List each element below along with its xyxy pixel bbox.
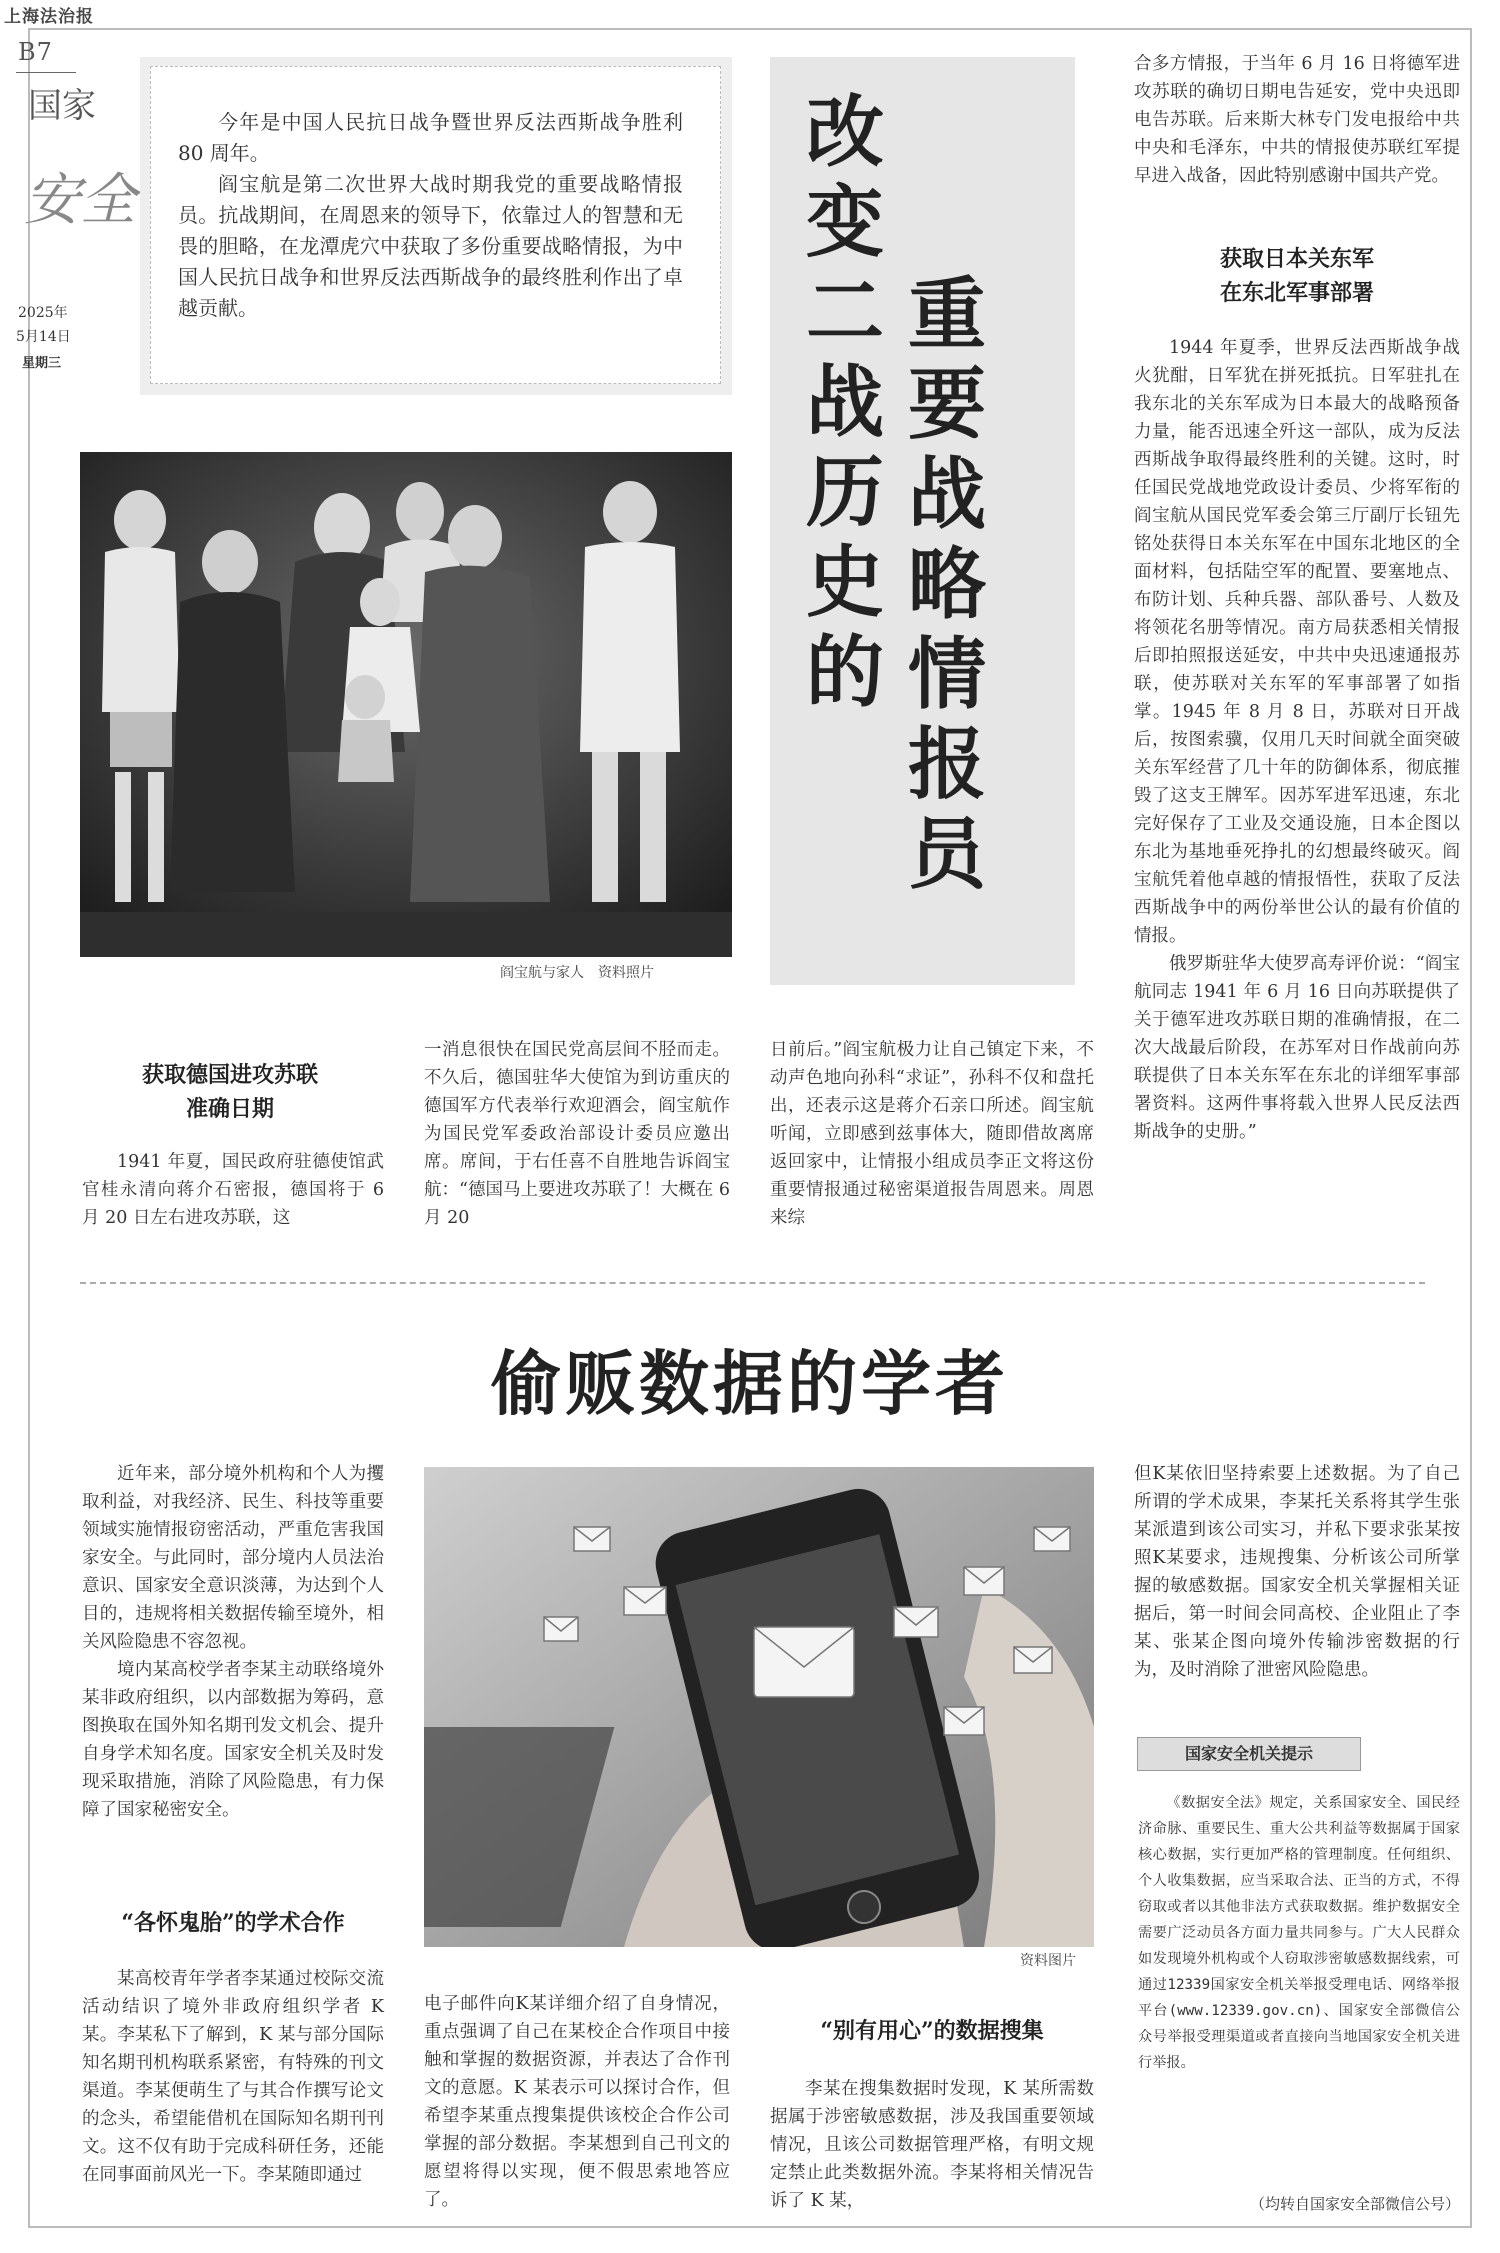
phone-email-photo [424, 1467, 1094, 1947]
body-paragraph: 日前后。”阎宝航极力让自己镇定下来，不动声色地向孙科“求证”，孙科不仅和盘托出，还表示这是蒋介石亲口所述。阎宝航听闻，立即感到兹事体大，随即借故离席返回家中，让情报小组成员李正文将这份重要情报通过秘密渠道报告周恩来。周恩来综 [770, 1040, 1094, 1228]
intro-text [178, 107, 683, 324]
headline-col-2: 重要战略情报员 [907, 269, 986, 900]
subheading-line: 在东北军事部署 [1219, 280, 1374, 306]
photo-caption: 资料图片 [1020, 1953, 1076, 1969]
subheading: “别有用心”的数据搜集 [820, 2018, 1044, 2044]
subheading: “各怀鬼胎”的学术合作 [121, 1910, 345, 1936]
body-column [424, 1990, 730, 2214]
subheading [110, 1058, 350, 1126]
body-paragraph: 某高校青年学者李某通过校际交流活动结识了境外非政府组织学者 K 某。李某私下了解到，K 某与部分国际知名期刊机构联系紧密，有特殊的刊文渠道。李某便萌生了与其合作撰写论文的念头，希望能借机在国际知名期刊刊文。这不仅有助于完成科研任务，还能在同事面前风光一下。李某随即通过 [82, 1969, 384, 2185]
tips-paragraph: 《数据安全法》规定，关系国家安全、国民经济命脉、重要民生、重大公共利益等数据属于国家核心数据，实行更加严格的管理制度。任何组织、个人收集数据，应当采取合法、正当的方式，不得窃取或者以其他非法方式获取数据。维护数据安全需要广泛动员各方面力量共同参与。广大人民群众如发现境外机构或个人窃取涉密敏感数据线索，可通过12339国家安全机关举报受理电话、网络举报平台(www.12339.gov.cn)、国家安全部微信公众号举报受理渠道或者直接向当地国家安全机关进行举报。 [1138, 1795, 1460, 2071]
body-paragraph: 近年来，部分境外机构和个人为攫取利益，对我经济、民生、科技等重要领域实施情报窃密活动，严重危害我国家安全。与此同时，部分境内人员法治意识、国家安全意识淡薄，为达到个人目的，违规将相关数据传输至境外，相关风险隐患不容忽视。 [82, 1464, 384, 1652]
divider [16, 72, 76, 73]
family-photo [80, 452, 732, 957]
body-paragraph: 境内某高校学者李某主动联络境外某非政府组织，以内部数据为筹码，意图换取在国外知名期刊发文机会、提升自身学术知名度。国家安全机关及时发现采取措施，消除了风险隐患，有力保障了国家秘密安全。 [82, 1660, 384, 1820]
tips-label: 国家安全机关提示 [1137, 1737, 1361, 1771]
newspaper-name: 上海法治报 [4, 7, 94, 27]
date-weekday: 星期三 [22, 356, 62, 371]
body-paragraph: 李某在搜集数据时发现，K 某所需数据属于涉密敏感数据，涉及我国重要领域情况，且该公司数据管理严格，有明文规定禁止此类数据外流。李某将相关情况告诉了 K 某， [770, 2079, 1094, 2211]
body-column [82, 1965, 384, 2189]
body-column [82, 1148, 384, 1232]
tips-text [1138, 1790, 1460, 2076]
subheading-line: 获取日本关东军 [1219, 246, 1374, 272]
headline: 偷贩数据的学者 [491, 1342, 1009, 1425]
body-paragraph: 俄罗斯驻华大使罗高寿评价说：“阎宝航同志 1941 年 6 月 16 日向苏联提供了关于德军进攻苏联日期的准确情报，在二次大战最后阶段，在苏军对日作战前向苏联提供了日本关东军在东北的详细军事部署资料。这两件事将载入世界人民反法西斯战争的史册。” [1134, 954, 1460, 1142]
subheading [1134, 242, 1460, 310]
body-column [1134, 334, 1460, 1146]
subheading-line: 获取德国进攻苏联 [141, 1062, 318, 1088]
body-column [1134, 50, 1460, 190]
body-column [82, 1460, 384, 1824]
section-label-2: 安全 [24, 168, 136, 233]
source-note: （均转自国家安全部微信公号） [1249, 2195, 1460, 2213]
headline-col-1: 改变二战历史的 [805, 87, 884, 718]
photo-caption: 阎宝航与家人 资料照片 [500, 965, 654, 981]
body-column [1134, 1460, 1460, 1684]
body-column [770, 2075, 1094, 2215]
subheading-line: 准确日期 [185, 1096, 274, 1122]
body-paragraph: 但K某依旧坚持索要上述数据。为了自己所谓的学术成果，李某托关系将其学生张某派遣到该公司实习，并私下要求张某按照K某要求，违规搜集、分析该公司所掌握的敏感数据。国家安全机关掌握相关证据后，第一时间会同高校、企业阻止了李某、张某企图向境外传输涉密数据的行为，及时消除了泄密风险隐患。 [1134, 1464, 1460, 1680]
date-day: 5月14日 [16, 329, 71, 345]
body-paragraph: 一消息很快在国民党高层间不胫而走。不久后，德国驻华大使馆为到访重庆的德国军方代表举行欢迎酒会，阎宝航作为国民党军委政治部设计委员应邀出席。席间，于右任喜不自胜地告诉阎宝航：“德国马上要进攻苏联了！大概在 6 月 20 [424, 1040, 730, 1228]
body-paragraph: 1941 年夏，国民政府驻德使馆武官桂永清向蒋介石密报，德国将于 6 月 20 日左右进攻苏联，这 [82, 1152, 384, 1228]
page-number: B7 [18, 38, 53, 66]
section-label-1: 国家 [28, 86, 96, 126]
body-column [424, 1036, 730, 1232]
body-paragraph: 合多方情报，于当年 6 月 16 日将德军进攻苏联的确切日期电告延安，党中央迅即电告苏联。后来斯大林专门发电报给中共中央和毛泽东，中共的情报使苏联红军提早进入战备，因此特别感谢中国共产党。 [1134, 54, 1460, 186]
body-column [770, 1036, 1094, 1232]
intro-para: 今年是中国人民抗日战争暨世界反法西斯战争胜利 80 周年。 [178, 110, 683, 165]
intro-para: 阎宝航是第二次世界大战时期我党的重要战略情报员。抗战期间，在周恩来的领导下，依靠过人的智慧和无畏的胆略，在龙潭虎穴中获取了多份重要战略情报，为中国人民抗日战争和世界反法西斯战争的最终胜利作出了卓越贡献。 [178, 172, 683, 320]
body-paragraph: 电子邮件向K某详细介绍了自身情况，重点强调了自己在某校企合作项目中接触和掌握的数据资源，并表达了合作刊文的意愿。K 某表示可以探讨合作，但希望李某重点搜集提供该校企合作公司掌握的部分数据。李某想到自己刊文的愿望将得以实现，便不假思索地答应了。 [424, 1994, 730, 2210]
body-paragraph: 1944 年夏季，世界反法西斯战争战火犹酣，日军犹在拼死抵抗。日军驻扎在我东北的关东军成为日本最大的战略预备力量，能否迅速全歼这一部队，成为反法西斯战争取得最终胜利的关键。这时，时任国民党战地党政设计委员、少将军衔的阎宝航从国民党军委会第三厅副厅长钮先铭处获得日本关东军在中国东北地区的全面材料，包括陆空军的配置、要塞地点、布防计划、兵种兵器、部队番号、人数及将领花名册等情况。南方局获悉相关情报后即拍照报送延安，中共中央迅速通报苏联，使苏联对关东军的军事部署了如指掌。1945 年 8 月 8 日，苏联对日开战后，按图索骥，仅用几天时间就全面突破关东军经营了几十年的防御体系，彻底摧毁了这支王牌军。因苏军进军迅速，东北完好保存了工业及交通设施，日本企图以东北为基地垂死挣扎的幻想最终破灭。阎宝航凭着他卓越的情报悟性，获取了反法西斯战争中的两份举世公认的最有价值的情报。 [1134, 338, 1460, 946]
section-divider [80, 1282, 1425, 1284]
date-year: 2025年 [18, 305, 68, 321]
